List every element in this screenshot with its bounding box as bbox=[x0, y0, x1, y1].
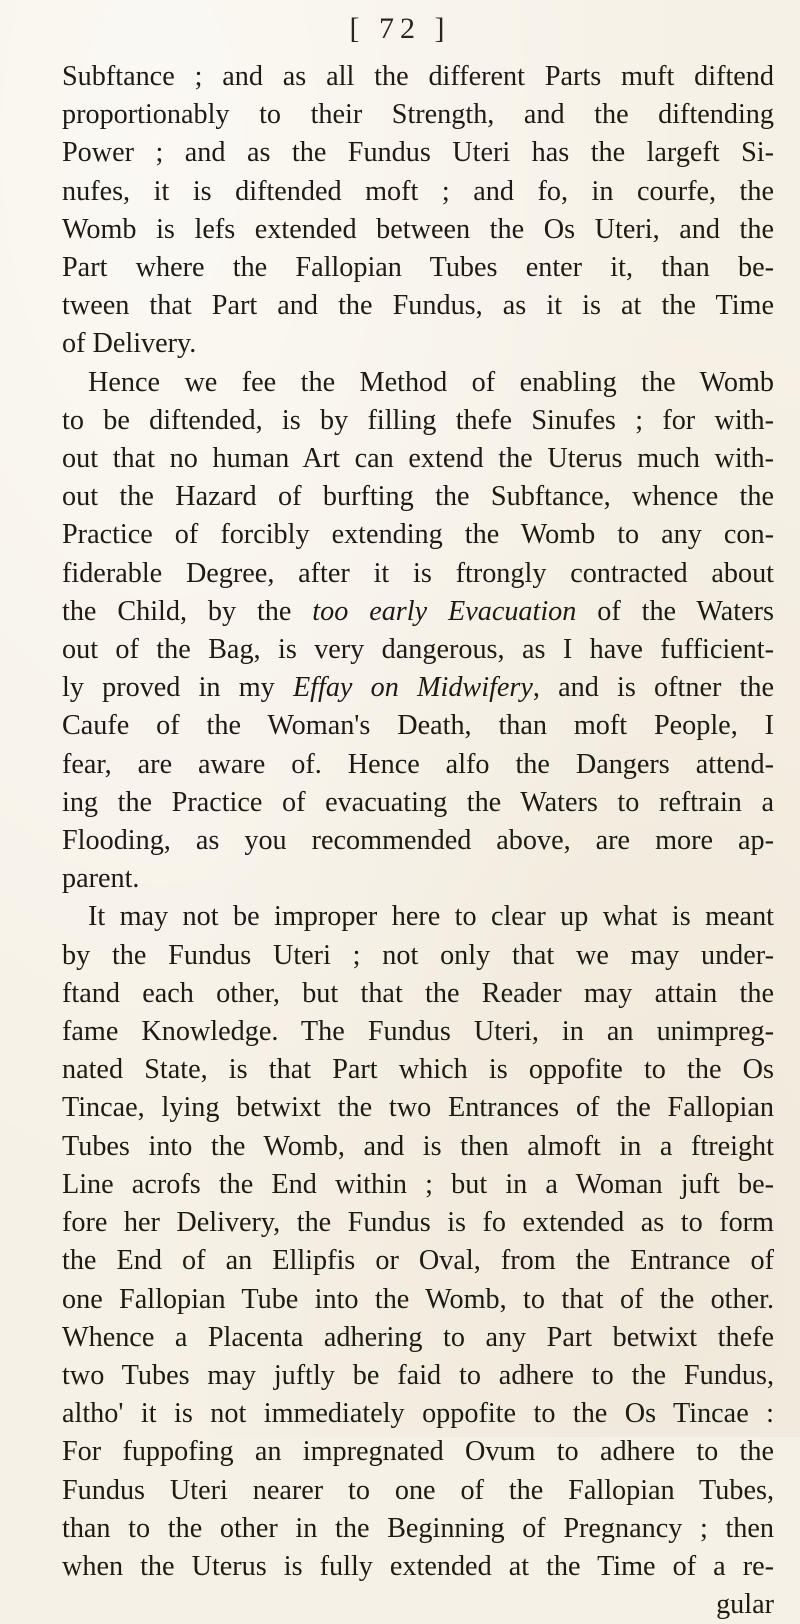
text-line: Womb is lefs extended between the Os Uteri, and the bbox=[62, 213, 774, 245]
text-segment: the Child, by the bbox=[62, 595, 313, 627]
text-line: to be diftended, is by filling thefe Sinufes ; for with- bbox=[62, 404, 774, 436]
text-line: Flooding, as you recommended above, are more ap- bbox=[62, 825, 774, 857]
italic-phrase: too early Evacuation bbox=[312, 595, 577, 627]
text-line: Part where the Fallopian Tubes enter it, than be- bbox=[62, 252, 774, 284]
text-segment: , and is oftner the bbox=[532, 672, 774, 704]
text-line: Hence we fee the Method of enabling the Womb bbox=[88, 366, 774, 398]
text-line: It may not be improper here to clear up what is meant bbox=[88, 901, 774, 933]
text-segment: ly proved in my bbox=[62, 672, 293, 704]
text-line: than to the other in the Beginning of Pregnancy ; then bbox=[62, 1512, 774, 1544]
italic-title: Effay on Midwifery bbox=[292, 672, 533, 704]
catchword: gular bbox=[716, 1589, 774, 1621]
text-line: Tubes into the Womb, and is then almoft in a ftreight bbox=[62, 1130, 774, 1162]
text-line: Subftance ; and as all the different Parts muft diftend bbox=[62, 61, 774, 92]
text-line: ftand each other, but that the Reader may attain the bbox=[62, 977, 774, 1009]
text-line: two Tubes may juftly be faid to adhere to the Fundus, bbox=[62, 1359, 774, 1391]
text-line bbox=[62, 669, 774, 707]
text-line: Practice of forcibly extending the Womb to any con- bbox=[62, 519, 774, 551]
text-line: parent. bbox=[62, 863, 140, 895]
text-line: out of the Bag, is very dangerous, as I have fufficient- bbox=[62, 634, 774, 666]
text-line: when the Uterus is fully extended at the Time of a re- bbox=[62, 1550, 774, 1582]
text-line: of Delivery. bbox=[62, 328, 197, 360]
text-line: Line acrofs the End within ; but in a Woman juft be- bbox=[62, 1168, 774, 1200]
text-line: altho' it is not immediately oppofite to the Os Tincae : bbox=[62, 1398, 774, 1430]
text-segment: of the Waters bbox=[576, 595, 774, 627]
text-line: out that no human Art can extend the Uterus much with- bbox=[62, 443, 774, 475]
text-line: fiderable Degree, after it is ftrongly contracted about bbox=[62, 557, 774, 589]
text-line: ing the Practice of evacuating the Waters to reftrain a bbox=[62, 786, 774, 818]
text-line: by the Fundus Uteri ; not only that we may under- bbox=[62, 939, 774, 971]
text-line: one Fallopian Tube into the Womb, to that of the other. bbox=[62, 1283, 774, 1315]
text-line: fore her Delivery, the Fundus is fo extended as to form bbox=[62, 1207, 774, 1239]
text-line: tween that Part and the Fundus, as it is at the Time bbox=[62, 290, 774, 322]
text-line: out the Hazard of burfting the Subftance, whence the bbox=[62, 481, 774, 513]
page-number: [ 72 ] bbox=[349, 12, 451, 45]
text-line: For fuppofing an impregnated Ovum to adhere to the bbox=[62, 1436, 774, 1468]
text-line: the End of an Ellipfis or Oval, from the Entrance of bbox=[62, 1245, 774, 1277]
text-line: proportionably to their Strength, and the diftending bbox=[62, 99, 774, 131]
text-line: Whence a Placenta adhering to any Part betwixt thefe bbox=[62, 1321, 774, 1353]
text-line bbox=[62, 593, 774, 631]
body-text bbox=[62, 58, 774, 1624]
text-line: Power ; and as the Fundus Uteri has the largeft Si- bbox=[62, 137, 774, 169]
text-line: Caufe of the Woman's Death, than moft People, I bbox=[62, 710, 774, 742]
text-line: Tincae, lying betwixt the two Entrances of the Fallopian bbox=[62, 1092, 774, 1124]
text-line: Fundus Uteri nearer to one of the Fallopian Tubes, bbox=[62, 1474, 774, 1506]
text-line: nated State, is that Part which is oppofite to the Os bbox=[62, 1054, 774, 1086]
text-line: fame Knowledge. The Fundus Uteri, in an unimpreg- bbox=[62, 1016, 774, 1048]
text-line: nufes, it is diftended moft ; and fo, in courfe, the bbox=[62, 175, 774, 207]
text-line: fear, are aware of. Hence alfo the Dangers attend- bbox=[62, 748, 774, 780]
